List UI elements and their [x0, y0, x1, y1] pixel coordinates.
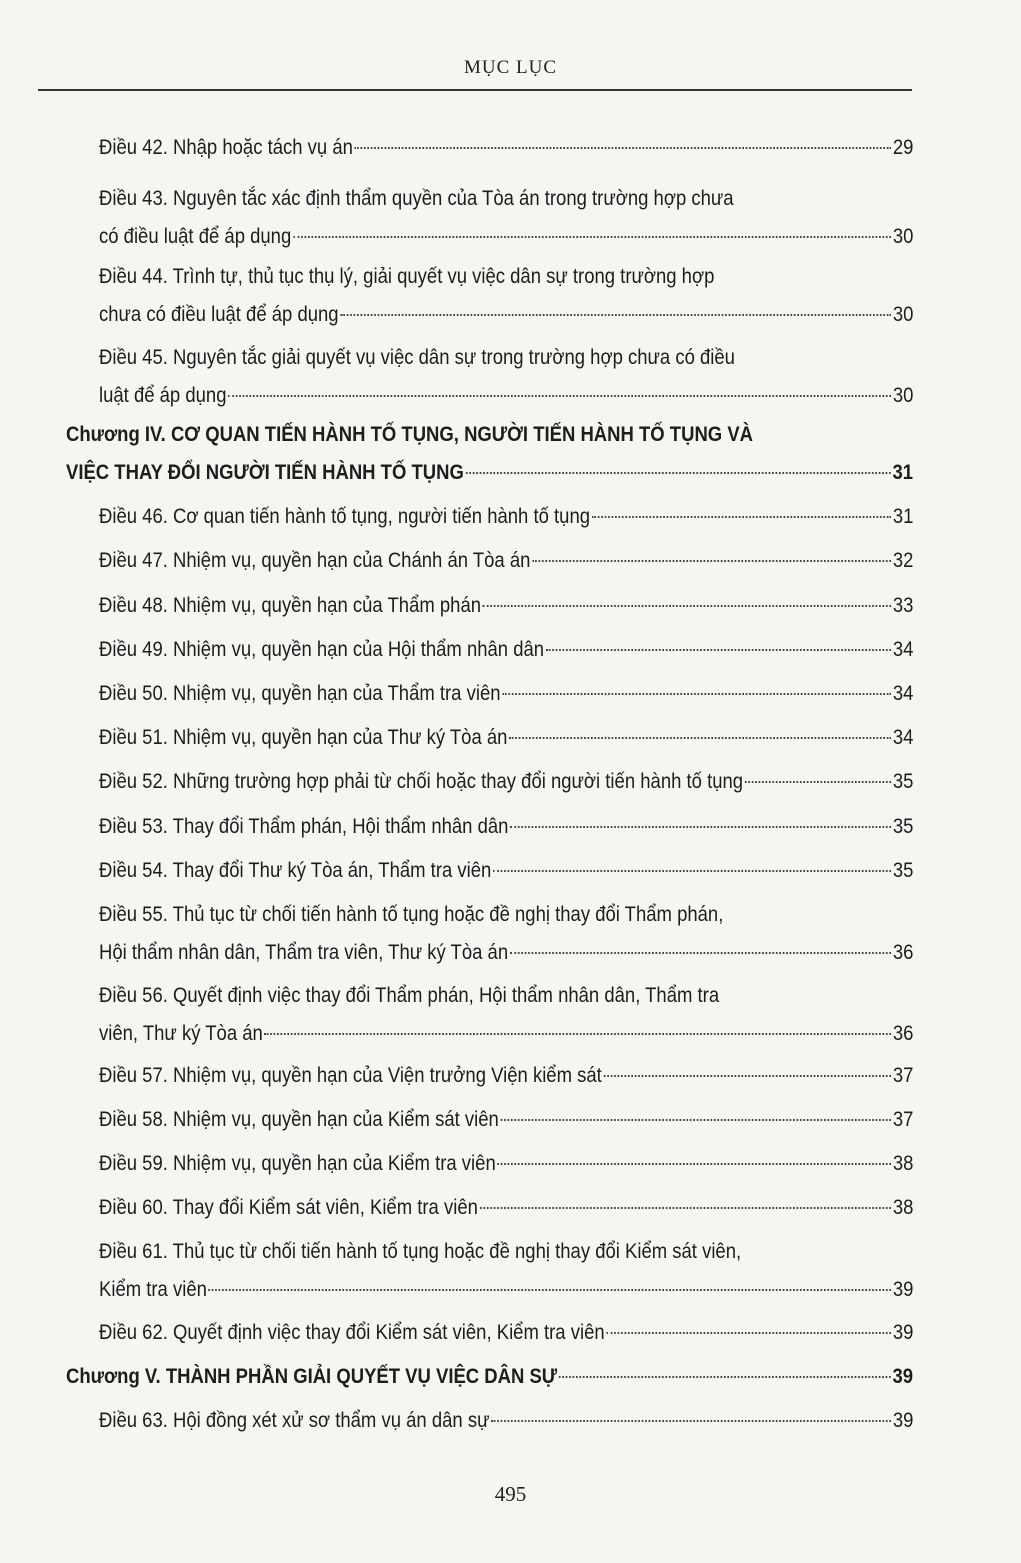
toc-entry-last-line: [99, 128, 913, 166]
toc-entry-last-line: [99, 630, 913, 668]
toc-page-number: 39: [892, 1277, 914, 1301]
toc-entry-last-line: [99, 718, 913, 756]
toc-entry-last-line: [99, 1144, 913, 1182]
toc-page-number: 36: [892, 1021, 914, 1045]
dot-leader: [745, 781, 891, 783]
toc-article-entry[interactable]: [99, 586, 913, 624]
toc-entry-last-line: [99, 762, 913, 800]
toc-entry-last-line: [99, 586, 913, 624]
toc-entry-title: luật để áp dụng: [99, 383, 227, 407]
dot-leader: [604, 1075, 892, 1077]
dot-leader: [532, 560, 891, 562]
toc-article-entry[interactable]: [99, 1144, 913, 1182]
toc-article-entry[interactable]: [99, 257, 913, 333]
dot-leader: [355, 147, 892, 149]
toc-page-number: 38: [892, 1151, 914, 1175]
dot-leader: [559, 1376, 891, 1378]
dot-leader: [293, 236, 891, 238]
dot-leader: [209, 1289, 892, 1291]
dot-leader: [491, 1420, 891, 1422]
toc-article-entry[interactable]: [99, 1100, 913, 1138]
toc-page-number: 34: [892, 725, 914, 749]
toc-entry-title: Điều 54. Thay đổi Thư ký Tòa án, Thẩm tra viên: [99, 858, 492, 882]
toc-page-number: 36: [892, 940, 914, 964]
toc-page-number: 38: [892, 1195, 914, 1219]
toc-entry-title: Điều 49. Nhiệm vụ, quyền hạn của Hội thẩm nhân dân: [99, 637, 545, 661]
toc-entry-title: Hội thẩm nhân dân, Thẩm tra viên, Thư ký Tòa án: [99, 940, 509, 964]
toc-entry-last-line: [66, 1357, 913, 1395]
toc-entry-last-line: [99, 851, 913, 889]
toc-article-entry[interactable]: [99, 541, 913, 579]
toc-article-entry[interactable]: [99, 976, 913, 1052]
dot-leader: [510, 952, 891, 954]
toc-entry-title-line: Điều 55. Thủ tục từ chối tiến hành tố tụng hoặc đề nghị thay đổi Thẩm phán,: [99, 902, 724, 926]
toc-entry-title: VIỆC THAY ĐỔI NGƯỜI TIẾN HÀNH TỐ TỤNG: [66, 460, 464, 484]
toc-entry-title-line: Điều 43. Nguyên tắc xác định thẩm quyền của Tòa án trong trường hợp chưa: [99, 186, 734, 210]
toc-chapter-entry[interactable]: [66, 415, 913, 491]
toc-entry-title: Điều 57. Nhiệm vụ, quyền hạn của Viện trưởng Viện kiểm sát: [99, 1063, 602, 1087]
dot-leader: [228, 395, 891, 397]
dot-leader: [606, 1332, 891, 1334]
toc-article-entry[interactable]: [99, 1188, 913, 1226]
toc-page-number: 35: [892, 769, 914, 793]
toc-entry-title: Điều 47. Nhiệm vụ, quyền hạn của Chánh án Tòa án: [99, 548, 531, 572]
toc-entry-title: Điều 51. Nhiệm vụ, quyền hạn của Thư ký Tòa án: [99, 725, 508, 749]
toc-page-number: 35: [892, 858, 914, 882]
dot-leader: [265, 1033, 892, 1035]
toc-entry-last-line: [99, 1313, 913, 1351]
toc-page-number: 39: [892, 1364, 914, 1388]
toc-article-entry[interactable]: [99, 851, 913, 889]
toc-page-number: 39: [892, 1408, 914, 1432]
toc-page-number: 35: [892, 814, 914, 838]
toc-article-entry[interactable]: [99, 762, 913, 800]
dot-leader: [502, 693, 891, 695]
toc-page-number: 39: [892, 1320, 914, 1344]
dot-leader: [483, 605, 891, 607]
toc-page-number: 30: [892, 224, 914, 248]
dot-leader: [510, 826, 891, 828]
toc-entry-title-line: Điều 44. Trình tự, thủ tục thụ lý, giải quyết vụ việc dân sự trong trường hợp: [99, 264, 715, 288]
page-number: 495: [494, 1482, 527, 1506]
toc-entry-title-line: Điều 56. Quyết định việc thay đổi Thẩm phán, Hội thẩm nhân dân, Thẩm tra: [99, 983, 720, 1007]
toc-article-entry[interactable]: [99, 1401, 913, 1439]
toc-entry-last-line: [99, 497, 913, 535]
dot-leader: [546, 649, 891, 651]
toc-entry-last-line: [99, 295, 913, 333]
toc-article-entry[interactable]: [99, 179, 913, 255]
toc-article-entry[interactable]: [99, 128, 913, 166]
toc-article-entry[interactable]: [99, 1232, 913, 1308]
toc-entry-title: Chương V. THÀNH PHẦN GIẢI QUYẾT VỤ VIỆC DÂN SỰ: [66, 1364, 558, 1388]
toc-entry-title: Điều 60. Thay đổi Kiểm sát viên, Kiểm tra viên: [99, 1195, 478, 1219]
dot-leader: [497, 1163, 891, 1165]
toc-entry-last-line: [66, 453, 913, 491]
toc-chapter-entry[interactable]: [66, 1357, 913, 1395]
toc-page-number: 30: [892, 383, 914, 407]
toc-entry-last-line: [99, 1056, 913, 1094]
dot-leader: [480, 1207, 892, 1209]
toc-entry-title: chưa có điều luật để áp dụng: [99, 302, 339, 326]
toc-entry-last-line: [99, 674, 913, 712]
toc-page-number: 30: [892, 302, 914, 326]
page-header-title: MỤC LỤC: [463, 57, 558, 78]
toc-page-number: 37: [892, 1063, 914, 1087]
toc-entry-title: Điều 53. Thay đổi Thẩm phán, Hội thẩm nhân dân: [99, 814, 509, 838]
toc-entry-last-line: [99, 376, 913, 414]
toc-entry-last-line: [99, 807, 913, 845]
toc-article-entry[interactable]: [99, 718, 913, 756]
toc-entry-title: Điều 58. Nhiệm vụ, quyền hạn của Kiểm sát viên: [99, 1107, 499, 1131]
toc-entry-title: Kiểm tra viên: [99, 1277, 207, 1301]
toc-entry-last-line: [99, 933, 913, 971]
toc-entry-title: Điều 62. Quyết định việc thay đổi Kiểm sát viên, Kiểm tra viên: [99, 1320, 605, 1344]
toc-article-entry[interactable]: [99, 1056, 913, 1094]
toc-entry-title: Điều 52. Những trường hợp phải từ chối hoặc thay đổi người tiến hành tố tụng: [99, 769, 744, 793]
toc-entry-title: Điều 59. Nhiệm vụ, quyền hạn của Kiểm tra viên: [99, 1151, 496, 1175]
dot-leader: [592, 516, 891, 518]
toc-entry-last-line: [99, 1100, 913, 1138]
toc-article-entry[interactable]: [99, 1313, 913, 1351]
toc-entry-title: Điều 63. Hội đồng xét xử sơ thẩm vụ án dân sự: [99, 1408, 490, 1432]
toc-article-entry[interactable]: [99, 497, 913, 535]
dot-leader: [340, 314, 891, 316]
toc-entry-title: Điều 50. Nhiệm vụ, quyền hạn của Thẩm tra viên: [99, 681, 501, 705]
toc-entry-last-line: [99, 1188, 913, 1226]
toc-entry-title: viên, Thư ký Tòa án: [99, 1021, 263, 1045]
toc-page-number: 33: [892, 593, 914, 617]
toc-entry-title: Điều 46. Cơ quan tiến hành tố tụng, người tiến hành tố tụng: [99, 504, 591, 528]
toc-entry-title-line: Chương IV. CƠ QUAN TIẾN HÀNH TỐ TỤNG, NGƯỜI TIẾN HÀNH TỐ TỤNG VÀ: [66, 422, 754, 446]
toc-entry-last-line: [99, 1014, 913, 1052]
toc-article-entry[interactable]: [99, 674, 913, 712]
toc-entry-title: có điều luật để áp dụng: [99, 224, 292, 248]
dot-leader: [466, 472, 891, 474]
toc-page-number: 31: [892, 504, 914, 528]
toc-article-entry[interactable]: [99, 807, 913, 845]
toc-entry-last-line: [99, 217, 913, 255]
toc-entry-title: Điều 48. Nhiệm vụ, quyền hạn của Thẩm phán: [99, 593, 482, 617]
toc-entry-last-line: [99, 1401, 913, 1439]
toc-entry-title: Điều 42. Nhập hoặc tách vụ án: [99, 135, 353, 159]
header-divider: [38, 89, 912, 91]
toc-entry-last-line: [99, 541, 913, 579]
toc-page-number: 31: [892, 460, 914, 484]
dot-leader: [493, 870, 891, 872]
toc-page-number: 34: [892, 681, 914, 705]
toc-page-number: 32: [892, 548, 914, 572]
toc-article-entry[interactable]: [99, 630, 913, 668]
toc-entry-title-line: Điều 61. Thủ tục từ chối tiến hành tố tụng hoặc đề nghị thay đổi Kiểm sát viên,: [99, 1239, 742, 1263]
toc-entry-title-line: Điều 45. Nguyên tắc giải quyết vụ việc dân sự trong trường hợp chưa có điều: [99, 345, 735, 369]
toc-entry-last-line: [99, 1270, 913, 1308]
dot-leader: [501, 1119, 892, 1121]
toc-page-number: 29: [892, 135, 914, 159]
toc-page-number: 34: [892, 637, 914, 661]
toc-article-entry[interactable]: [99, 338, 913, 414]
toc-article-entry[interactable]: [99, 895, 913, 971]
dot-leader: [509, 737, 891, 739]
toc-page-number: 37: [892, 1107, 914, 1131]
